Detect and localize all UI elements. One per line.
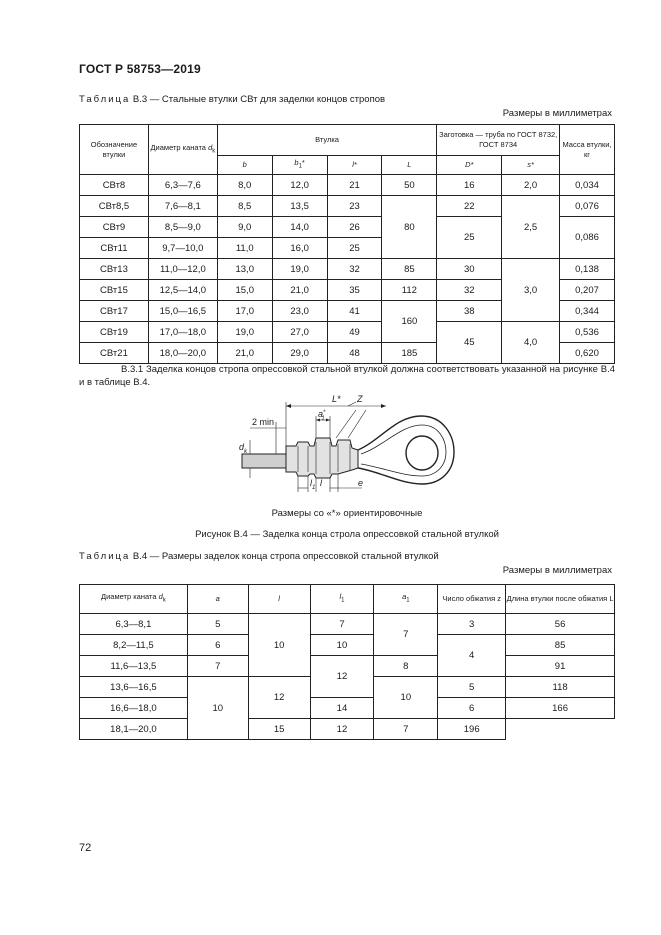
- table-row: СВт8 6,3—7,6 8,0 12,0 21 50 16 2,0 0,034: [80, 175, 615, 196]
- table-b3: [79, 124, 615, 364]
- table-row: 18,1—20,0 15 12 7 196: [80, 719, 615, 740]
- col-rope-diameter: Диаметр каната $d_k$: [148, 125, 217, 175]
- table-row: СВт21 18,0—20,0 21,0 29,0 48 185 0,620: [80, 343, 615, 364]
- table-row: 13,6—16,5 10 12 10 5 118: [80, 677, 615, 698]
- col-a1: $a_1$: [374, 585, 438, 614]
- figure-label-a1: a* 1: [318, 409, 326, 422]
- figure-label-e: e: [358, 478, 364, 488]
- figure-caption: Рисунок В.4 — Заделка конца строла опрессовкой стальной втулкой: [195, 529, 499, 540]
- table-b4: [79, 584, 615, 740]
- table-row: 16,6—18,0 14 6 166: [80, 698, 615, 719]
- table-row: 8,2—11,5 6 10 4 85: [80, 635, 615, 656]
- col-l: l*: [327, 156, 382, 175]
- col-s: s*: [502, 156, 560, 175]
- table-row: СВт13 11,0—12,0 13,0 19,0 32 85 30 3,0 0,138: [80, 259, 615, 280]
- table-row: 6,3—8,1 5 10 7 7 3 56: [80, 614, 615, 635]
- col-length: Длина втулки после обжатия L: [506, 585, 615, 614]
- table-row: СВт15 12,5—14,0 15,0 21,0 35 112 32 0,207: [80, 280, 615, 301]
- col-z: Число обжатия z: [438, 585, 506, 614]
- sleeve-termination-figure: [236, 392, 466, 494]
- table-b4-caption: [79, 551, 439, 562]
- col-b: b: [217, 156, 272, 175]
- figure-label-dk: $d_k$: [239, 442, 248, 455]
- figure-label-2min: 2 min: [252, 417, 275, 427]
- col-diameter: Диаметр каната $d_k$: [80, 585, 188, 614]
- col-l1: $l_1$: [310, 585, 374, 614]
- table-b3-units: Размеры в миллиметрах: [502, 108, 612, 119]
- document-header: ГОСТ Р 58753—2019: [79, 62, 201, 76]
- table-b4-caption-text: В.4 — Размеры заделок конца стропа опрессовкой стальной втулкой: [130, 551, 439, 562]
- col-mass: Масса втулки, кг: [560, 125, 615, 175]
- figure-label-l1: $l_1$: [310, 478, 316, 491]
- paragraph-b3-1: В.3.1 Заделка концов стропа опрессовкой стальной втулкой должна соответствовать указанной на рисунке В.4 и в таблице В.4.: [79, 364, 615, 388]
- table-row: 11,6—13,5 7 12 8 91: [80, 656, 615, 677]
- table-b3-caption-prefix: Таблица: [79, 94, 131, 105]
- col-blank: Заготовка — труба по ГОСТ 8732, ГОСТ 8734: [437, 125, 560, 156]
- table-row: СВт17 15,0—16,5 17,0 23,0 41 160 38 0,344: [80, 301, 615, 322]
- table-row: СВт19 17,0—18,0 19,0 27,0 49 45 4,0 0,536: [80, 322, 615, 343]
- table-row: СВт11 9,7—10,0 11,0 16,0 25: [80, 238, 615, 259]
- figure-label-L: L*: [332, 394, 341, 404]
- col-designation: Обозначение втулки: [80, 125, 149, 175]
- table-row: СВт8,5 7,6—8,1 8,5 13,5 23 80 22 2,5 0,076: [80, 196, 615, 217]
- col-l: l: [248, 585, 310, 614]
- col-sleeve: Втулка: [217, 125, 437, 156]
- table-b4-units: Размеры в миллиметрах: [502, 565, 612, 576]
- col-L: L: [382, 156, 437, 175]
- col-b1: $b_1*$: [272, 156, 327, 175]
- figure-label-l: l: [320, 478, 322, 488]
- figure-label-z: Z: [357, 394, 363, 404]
- table-b3-caption-text: В.3 — Стальные втулки СВт для заделки концов стропов: [130, 94, 386, 105]
- page-number: 72: [79, 842, 92, 854]
- table-row: СВт9 8,5—9,0 9,0 14,0 26 25 0,086: [80, 217, 615, 238]
- col-D: D*: [437, 156, 502, 175]
- table-b3-caption: [79, 94, 385, 105]
- table-b4-caption-prefix: Таблица: [79, 551, 131, 562]
- col-a: a: [187, 585, 248, 614]
- figure-note: Размеры со «*» ориентировочные: [271, 508, 423, 519]
